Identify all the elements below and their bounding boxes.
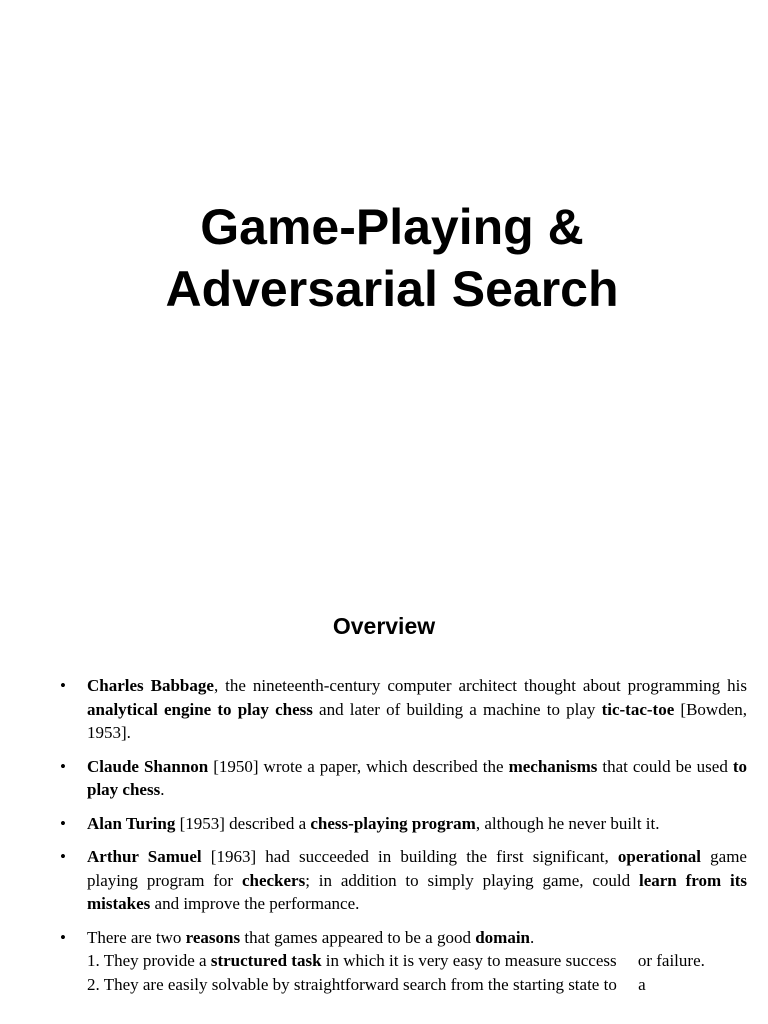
text: [1953] described a: [175, 813, 311, 833]
text: 2. They are easily solvable by straightforward search from the starting state to a: [87, 974, 646, 994]
text: 1. They provide a: [87, 951, 211, 970]
text: , although he never built it.: [475, 813, 660, 833]
overview-bullet-list: [57, 674, 747, 996]
page-title: [0, 196, 768, 320]
bold-text: to play chess: [87, 756, 747, 799]
bold-text: checkers: [241, 870, 306, 890]
text: [1963] had succeeded in building the first significant,: [201, 847, 618, 866]
list-item: [57, 845, 747, 916]
list-item: [57, 926, 747, 997]
bullet-marker: •: [60, 813, 66, 833]
bold-text: analytical engine to play chess: [87, 699, 313, 719]
bold-text: Alan Turing: [87, 813, 176, 833]
bold-text: Arthur Samuel: [87, 847, 202, 866]
bold-text: structured task: [210, 951, 322, 970]
bold-text: Claude Shannon: [87, 756, 209, 776]
text: ; in addition to simply playing game, could: [305, 870, 639, 890]
text: .: [530, 927, 535, 947]
list-item: [57, 755, 747, 802]
text: [1950] wrote a paper, which described the: [208, 756, 509, 776]
text: [Bowden, 1953].: [87, 699, 748, 742]
text: There are two: [87, 927, 186, 947]
bold-text: tic-tac-toe: [601, 699, 675, 719]
bullet-marker: •: [60, 756, 66, 776]
bold-text: learn from its mistakes: [87, 870, 748, 913]
title-line-2: Adversarial Search: [165, 261, 619, 317]
bullet-marker: •: [60, 927, 66, 947]
text: , the nineteenth-century computer architect thought about programming his: [213, 676, 747, 695]
bold-text: Charles Babbage: [87, 676, 214, 695]
bold-text: mechanisms: [508, 756, 598, 776]
reason-2: [87, 973, 747, 997]
reason-1: [87, 949, 747, 973]
text: that games appeared to be a good: [240, 927, 476, 947]
bullet-marker: •: [60, 676, 66, 695]
bold-text: domain: [475, 927, 530, 947]
bold-text: chess-playing program: [310, 813, 476, 833]
list-item: [57, 674, 747, 745]
bold-text: operational: [617, 847, 701, 866]
text: and later of building a machine to play: [312, 699, 602, 719]
text: game playing program for: [87, 847, 747, 890]
bullet-marker: •: [60, 847, 66, 866]
text: and improve the performance.: [150, 894, 360, 913]
bold-text: reasons: [185, 927, 241, 947]
title-line-1: Game-Playing &: [200, 199, 584, 255]
list-item: [57, 812, 747, 836]
text: that could be used: [597, 756, 733, 776]
text: .: [160, 780, 165, 799]
text: in which it is very easy to measure success or failure.: [321, 951, 705, 970]
section-heading-overview: Overview: [332, 613, 436, 639]
